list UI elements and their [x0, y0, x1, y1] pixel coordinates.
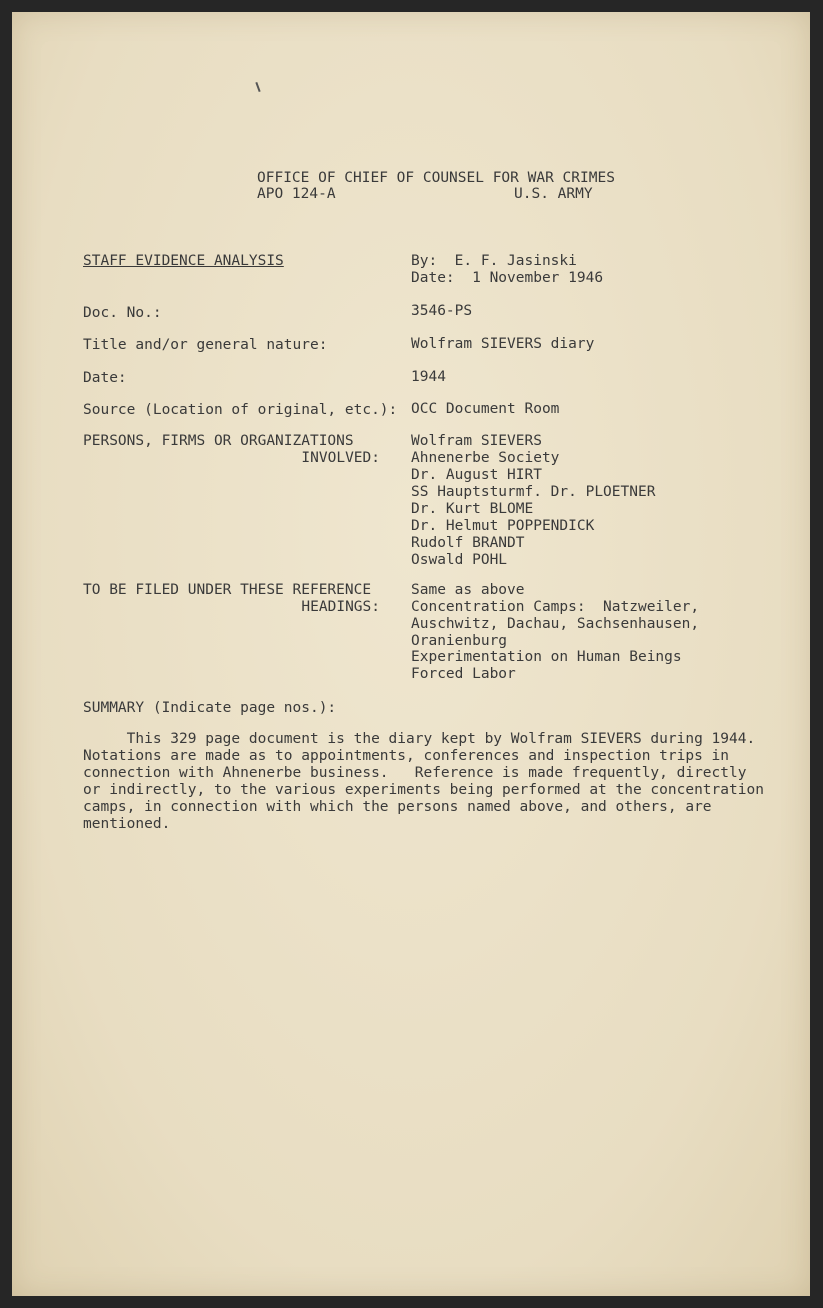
list-item: Concentration Camps: Natzweiler, — [411, 599, 700, 615]
list-item: Forced Labor — [411, 666, 516, 682]
stray-mark — [255, 82, 260, 92]
title-label: Title and/or general nature: — [83, 337, 328, 353]
analysis-title: STAFF EVIDENCE ANALYSIS — [83, 253, 284, 269]
list-item: Rudolf BRANDT — [411, 535, 525, 551]
source-label: Source (Location of original, etc.): — [83, 402, 398, 418]
date-label: Date: — [83, 370, 127, 386]
header-office: OFFICE OF CHIEF OF COUNSEL FOR WAR CRIMES — [257, 170, 615, 186]
persons-label-line1: PERSONS, FIRMS OR ORGANIZATIONS — [83, 433, 354, 449]
list-item: Oswald POHL — [411, 552, 508, 568]
list-item: Wolfram SIEVERS — [411, 433, 542, 449]
header-apo: APO 124-A — [257, 186, 336, 202]
list-item: Oranienburg — [411, 633, 508, 649]
header-army: U.S. ARMY — [514, 186, 593, 202]
list-item: Dr. Kurt BLOME — [411, 501, 534, 517]
list-item: Experimentation on Human Beings — [411, 649, 682, 665]
list-item: Auschwitz, Dachau, Sachsenhausen, — [411, 616, 700, 632]
date-value: 1944 — [411, 369, 446, 385]
analysis-date: Date: 1 November 1946 — [411, 270, 604, 286]
list-item: Dr. August HIRT — [411, 467, 542, 483]
list-item: SS Hauptsturmf. Dr. PLOETNER — [411, 484, 656, 500]
title-value: Wolfram SIEVERS diary — [411, 336, 595, 352]
analysis-by: By: E. F. Jasinski — [411, 253, 577, 269]
summary-text: This 329 page document is the diary kept by Wolfram SIEVERS during 1944. Notations are made as to appointments, conferences and inspection trips in connection with Ahnenerbe business. Reference is made frequently, directly or indirectly, to the various experiments being performed at the concentration camps, in connection with which the persons named above, and others, are mentioned. — [83, 731, 764, 832]
document-page — [12, 12, 810, 1296]
doc-no-label: Doc. No.: — [83, 305, 162, 321]
list-item: Ahnenerbe Society — [411, 450, 560, 466]
list-item: Dr. Helmut POPPENDICK — [411, 518, 595, 534]
persons-label-line2: INVOLVED: — [301, 450, 380, 466]
source-value: OCC Document Room — [411, 401, 560, 417]
doc-no-value: 3546-PS — [411, 303, 473, 319]
list-item: Same as above — [411, 582, 525, 598]
summary-label: SUMMARY (Indicate page nos.): — [83, 700, 337, 716]
filed-label-line1: TO BE FILED UNDER THESE REFERENCE — [83, 582, 372, 598]
filed-label-line2: HEADINGS: — [301, 599, 380, 615]
